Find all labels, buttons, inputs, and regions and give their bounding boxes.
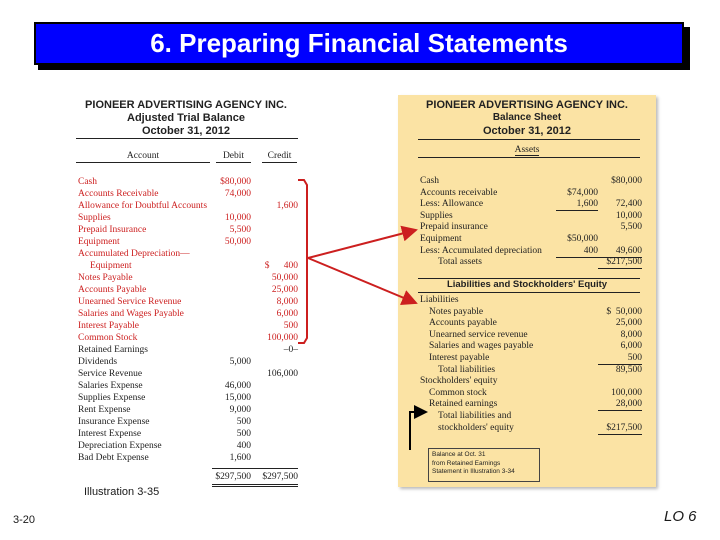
tb-col-credit: Credit [262,150,297,163]
bs-row-c2: 8,000 [620,329,642,340]
tb-row-account: Notes Payable [78,273,133,283]
black-arrow-retained [410,412,426,450]
bs-row-label: Less: Accumulated depreciation [420,245,542,256]
tb-row-account: Supplies Expense [78,393,146,403]
bs-row-c2: 89,500 [615,364,642,375]
tb-row-account: Interest Payable [78,321,139,331]
bs-row-c2: 100,000 [611,387,642,398]
bs-row-c2: 6,000 [620,341,642,352]
bs-row-c2: 49,600 [598,245,642,258]
bs-row-label: Total assets [438,257,482,268]
bs-row-label: Total liabilities [438,364,496,375]
bs-row-c1: 1,600 [556,198,598,211]
page-number: 3-20 [13,514,36,526]
tb-row-account: Supplies [78,213,111,223]
bs-row-c2: 10,000 [615,210,642,221]
callout-line-2: from Retained Earnings [432,459,501,467]
red-arrow-liabilities [308,258,416,303]
bs-row-label: Total liabilities and [438,411,512,421]
tb-row-credit: 8,000 [276,297,298,307]
bs-row-label: Accounts payable [429,318,497,329]
tb-row-account: Retained Earnings [78,345,148,355]
tb-company: PIONEER ADVERTISING AGENCY INC. [85,99,287,111]
bs-company: PIONEER ADVERTISING AGENCY INC. [426,99,628,111]
bs-row-c2: 5,500 [620,222,642,233]
tb-row-account: Rent Expense [78,405,131,415]
bs-row-c1: 400 [556,245,598,258]
slide-title-text: 6. Preparing Financial Statements [150,28,568,58]
tb-date: October 31, 2012 [141,125,231,137]
tb-row-debit: 500 [236,429,251,439]
tb-row-account: Bad Debt Expense [78,453,149,463]
tb-row-credit: 6,000 [276,309,298,319]
bs-row-label: Stockholders' equity [420,376,498,387]
bs-row-c2: $ 50,000 [606,306,642,317]
tb-row-debit: 9,000 [229,405,251,415]
bs-row-label: Common stock [429,387,487,398]
tb-row-account: Depreciation Expense [78,441,162,451]
tb-row-debit: 400 [236,441,251,451]
callout-line-3: Statement in Illustration 3-34 [432,468,515,475]
tb-row-account: Unearned Service Revenue [78,297,182,307]
bs-row-label: Liabilities [420,295,459,305]
lo-tag: LO 6 [664,508,697,525]
bs-row-label: Supplies [420,210,453,221]
bs-row-label: Equipment [420,234,462,244]
tb-row-account: Prepaid Insurance [78,225,147,235]
tb-row-account: Equipment [78,237,120,247]
tb-row-credit: 1,600 [276,201,298,211]
tb-row-debit: 15,000 [224,393,251,403]
tb-statement: Adjusted Trial Balance [127,112,245,124]
tb-total-debit: $297,500 [215,472,251,482]
tb-row-debit: 46,000 [224,381,251,391]
bs-row-c1: $50,000 [567,234,598,244]
tb-row-account: Accounts Receivable [78,189,159,199]
tb-row-debit: 5,000 [229,357,251,367]
tb-row-debit: 74,000 [224,189,251,199]
bs-row-label: Salaries and wages payable [429,341,534,352]
tb-row-account: Accumulated Depreciation— [78,249,190,259]
tb-row-account: Salaries and Wages Payable [78,309,184,319]
bs-assets-heading-text: Assets [514,145,540,155]
tb-row-debit: $80,000 [220,177,251,187]
bs-row-c2: $217,500 [598,422,642,435]
tb-col-debit: Debit [216,150,251,163]
bs-row-label: Notes payable [429,306,484,317]
bs-row-c2: $80,000 [611,176,642,186]
tb-row-account: Salaries Expense [78,381,143,391]
tb-row-credit: –0– [283,345,298,355]
bs-date: October 31, 2012 [482,125,572,137]
tb-row-account: Allowance for Doubtful Accounts [78,201,208,211]
tb-row-debit: 5,500 [229,225,251,235]
bs-row-c2: 72,400 [615,199,642,210]
bs-row-c2: 25,000 [615,318,642,329]
tb-row-account: Cash [78,177,97,187]
tb-row-credit: 106,000 [267,369,298,379]
tb-row-account: Service Revenue [78,369,143,379]
bs-row-c2: $217,500 [598,256,642,269]
tb-total-credit: $297,500 [262,472,298,482]
tb-row-account: Accounts Payable [78,285,147,295]
tb-row-account: Common Stock [78,333,138,343]
tb-row-debit: 500 [236,417,251,427]
bs-row-label: Less: Allowance [420,199,484,210]
tb-row-account: Insurance Expense [78,417,150,427]
tb-row-account: Interest Expense [78,429,142,439]
bs-row-label: Prepaid insurance [420,222,488,233]
bs-row-label: Interest payable [429,353,490,363]
tb-row-credit: 50,000 [271,273,298,283]
tb-row-debit: 1,600 [229,453,251,463]
bs-row-c2: 28,000 [598,398,642,411]
callout-line-1: Balance at Oct. 31 [432,451,486,458]
bs-statement: Balance Sheet [492,112,562,123]
bs-liab-heading: Liabilities and Stockholders' Equity [446,279,608,290]
bs-row-c2: 500 [598,352,642,365]
tb-row-debit: 50,000 [224,237,251,247]
tb-row-credit: $ 400 [264,261,298,271]
tb-row-credit: 500 [283,321,298,331]
illustration-label: Illustration 3-35 [84,486,160,498]
bs-row-label: Unearned service revenue [429,329,528,340]
bs-row-c1: $74,000 [567,187,598,198]
tb-row-account: Equipment [90,261,132,271]
bs-row-label: Retained earnings [429,399,498,410]
red-bracket [298,180,307,343]
bs-row-label: stockholders' equity [438,422,514,433]
bs-row-label: Accounts receivable [420,187,498,198]
tb-row-account: Dividends [78,357,118,367]
red-arrow-assets [308,230,416,258]
bs-row-label: Cash [420,176,439,186]
tb-col-account: Account [76,150,210,163]
tb-row-credit: 25,000 [271,285,298,295]
tb-row-debit: 10,000 [224,213,251,223]
tb-row-credit: 100,000 [267,333,298,343]
